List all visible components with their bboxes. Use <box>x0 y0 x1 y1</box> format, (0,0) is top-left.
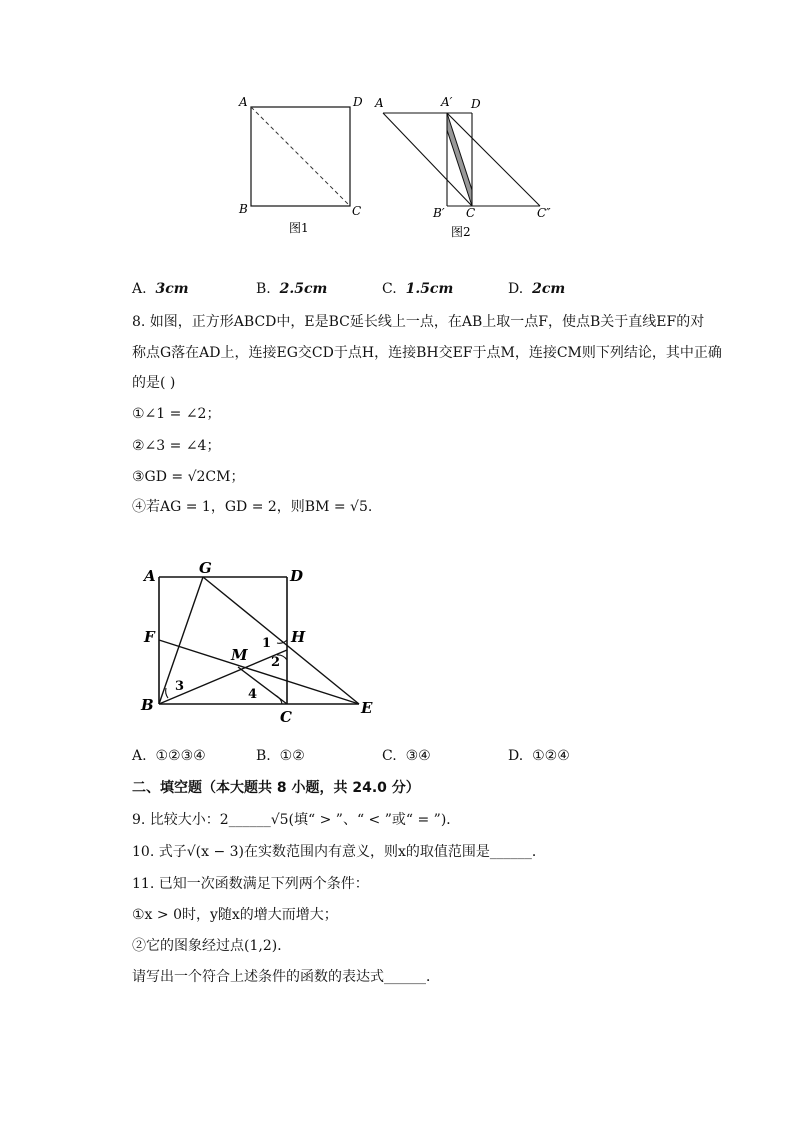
q11-condition-2: ②它的图象经过点(1,2)． <box>132 938 292 954</box>
fig1-label-b: B <box>239 202 248 216</box>
q7-choice-a-text: 3cm <box>155 281 189 297</box>
q8-line-2: 称点G落在AD上，连接EG交CD于点H，连接BH交EF于点M，连接CM则下列结论，其中正确 <box>132 345 722 361</box>
seg-ge <box>203 577 359 704</box>
q7-choice-d-text: 2cm <box>532 281 566 297</box>
q8-choice-b-text: ①② <box>279 748 305 764</box>
fig2-label-d: D <box>471 97 481 111</box>
q8-fig-label-2: 2 <box>271 655 281 670</box>
fig1-label-d: D <box>353 95 363 109</box>
fig2-label-a: A <box>375 96 384 110</box>
q8-line-3: 的是( ) <box>132 375 176 391</box>
fig2-caption: 图2 <box>451 225 471 239</box>
q11-ask: 请写出一个符合上述条件的函数的表达式______． <box>132 969 440 985</box>
q8-choice-d-text: ①②④ <box>532 748 570 764</box>
q8-fig-label-3: 3 <box>175 679 185 694</box>
q8-choice-c-text: ③④ <box>405 748 431 764</box>
fig1-label-a: A <box>239 95 248 109</box>
q8-choice-b[interactable]: B. ①② <box>256 748 305 764</box>
q11-intro: 11. 已知一次函数满足下列两个条件： <box>132 876 369 892</box>
fig1-label-c: C <box>352 204 362 218</box>
q8-choice-a[interactable]: A. ①②③④ <box>132 748 206 764</box>
q8-fig-label-e: E <box>361 699 373 717</box>
section-2-title: 二、填空题（本大题共 8 小题，共 24.0 分） <box>132 780 420 796</box>
q8-statement-1: ①∠1 = ∠2； <box>132 406 221 422</box>
q8-statement-4: ④若AG = 1，GD = 2，则BM = √5. <box>132 499 373 515</box>
q7-choice-b-text: 2.5cm <box>279 281 328 297</box>
q8-choice-a-text: ①②③④ <box>155 748 206 764</box>
angle-3-arc <box>166 688 168 698</box>
q7-choice-c[interactable]: C. 1.5cm <box>382 281 454 297</box>
q7-choice-c-text: 1.5cm <box>405 281 454 297</box>
q7-choice-b[interactable]: B. 2.5cm <box>256 281 328 297</box>
seg-bh <box>159 650 287 704</box>
q9-text: 9. 比较大小：2______√5(填“ > ”、“ < ”或“ = ”)． <box>132 812 461 828</box>
q8-statement-2: ②∠3 = ∠4； <box>132 438 221 454</box>
fig2-label-aprime: A′ <box>441 95 453 109</box>
q8-fig-label-h: H <box>291 628 306 646</box>
seg-fe <box>159 640 359 704</box>
q8-statement-3: ③GD = √2CM； <box>132 469 245 485</box>
q8-choice-d[interactable]: D. ①②④ <box>508 748 570 764</box>
fig2-label-cprime: C″ <box>537 206 551 220</box>
q8-fig-label-c: C <box>280 708 292 726</box>
q7-choice-d[interactable]: D. 2cm <box>508 281 566 297</box>
q8-fig-label-d: D <box>290 567 304 585</box>
q8-line-1: 8. 如图，正方形ABCD中，E是BC延长线上一点，在AB上取一点F，使点B关于直线EF的对 <box>132 314 705 330</box>
q8-fig-label-4: 4 <box>248 687 258 702</box>
fig2-label-c: C <box>466 206 476 220</box>
q8-fig-label-1: 1 <box>262 636 272 651</box>
q8-fig-label-g: G <box>199 559 212 577</box>
q8-choice-c[interactable]: C. ③④ <box>382 748 431 764</box>
q8-fig-label-f: F <box>144 628 155 646</box>
fig2-label-bprime: B′ <box>433 206 445 220</box>
q7-choice-a[interactable]: A. 3cm <box>132 281 189 297</box>
q8-fig-label-m: M <box>231 646 248 664</box>
q10-text: 10. 式子√(x − 3)在实数范围内有意义，则x的取值范围是______． <box>132 844 546 860</box>
q8-fig-label-a: A <box>144 567 156 585</box>
q8-fig-label-b: B <box>141 696 154 714</box>
fig1-caption: 图1 <box>289 221 309 235</box>
q11-condition-1: ①x > 0时，y随x的增大而增大； <box>132 907 338 923</box>
